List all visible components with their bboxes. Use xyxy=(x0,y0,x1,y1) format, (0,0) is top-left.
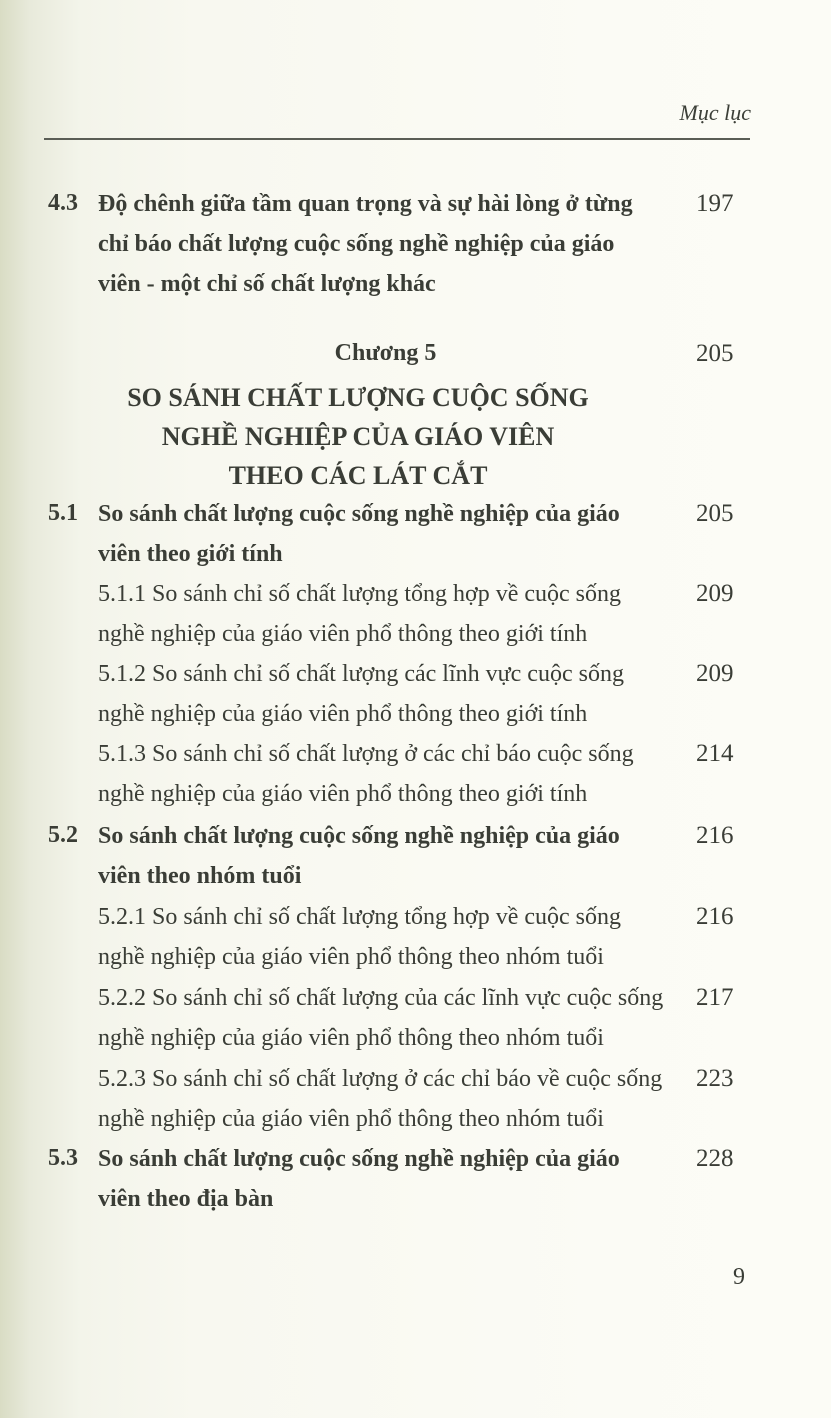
entry-page: 197 xyxy=(696,190,734,217)
entry-title: 5.2.2 So sánh chỉ số chất lượng của các lĩnh vực cuộc sống nghề nghiệp của giáo viên phổ thông theo nhóm tuổi xyxy=(98,985,664,1051)
entry-number: 5.3 xyxy=(48,1145,78,1171)
entry-page: 216 xyxy=(696,822,734,849)
chapter-title-line: THEO CÁC LÁT CẮT xyxy=(228,461,488,490)
entry-page: 228 xyxy=(696,1145,734,1172)
entry-title: 5.1.2 So sánh chỉ số chất lượng các lĩnh vực cuộc sống nghề nghiệp của giáo viên phổ thông theo giới tính xyxy=(98,661,624,727)
entry-number: 5.2 xyxy=(48,822,78,848)
entry-page: 217 xyxy=(696,984,734,1011)
entry-number: 4.3 xyxy=(48,190,78,216)
entry-page: 205 xyxy=(696,500,734,527)
page-number: 9 xyxy=(733,1264,745,1290)
entry-title: 5.1.1 So sánh chỉ số chất lượng tổng hợp về cuộc sống nghề nghiệp của giáo viên phổ thông theo giới tính xyxy=(98,581,621,647)
entry-title: 5.2.3 So sánh chỉ số chất lượng ở các chỉ báo về cuộc sống nghề nghiệp của giáo viên phổ thông theo nhóm tuổi xyxy=(98,1066,663,1132)
entry-title: So sánh chất lượng cuộc sống nghề nghiệp của giáo viên theo nhóm tuổi xyxy=(98,823,620,889)
header-rule xyxy=(44,138,750,140)
chapter-label: Chương 5 xyxy=(334,340,437,366)
chapter-page: 205 xyxy=(696,340,734,367)
entry-page: 209 xyxy=(696,580,734,607)
chapter-title-line: SO SÁNH CHẤT LƯỢNG CUỘC SỐNG xyxy=(127,383,589,412)
entry-title: 5.2.1 So sánh chỉ số chất lượng tổng hợp về cuộc sống nghề nghiệp của giáo viên phổ thông theo nhóm tuổi xyxy=(98,904,621,970)
entry-title: So sánh chất lượng cuộc sống nghề nghiệp của giáo viên theo giới tính xyxy=(98,501,620,567)
entry-title: Độ chênh giữa tầm quan trọng và sự hài lòng ở từng chỉ báo chất lượng cuộc sống nghề nghiệp của giáo viên - một chỉ số chất lượng khác xyxy=(98,191,633,297)
chapter-title xyxy=(98,378,618,495)
entry-title: 5.1.3 So sánh chỉ số chất lượng ở các chỉ báo cuộc sống nghề nghiệp của giáo viên phổ thông theo giới tính xyxy=(98,741,634,807)
entry-number: 5.1 xyxy=(48,500,78,526)
entry-page: 223 xyxy=(696,1065,734,1092)
entry-page: 214 xyxy=(696,740,734,767)
entry-page: 216 xyxy=(696,903,734,930)
running-head: Mục lục xyxy=(679,100,751,125)
chapter-title-line: NGHỀ NGHIỆP CỦA GIÁO VIÊN xyxy=(161,422,555,451)
entry-page: 209 xyxy=(696,660,734,687)
entry-title: So sánh chất lượng cuộc sống nghề nghiệp của giáo viên theo địa bàn xyxy=(98,1146,620,1212)
